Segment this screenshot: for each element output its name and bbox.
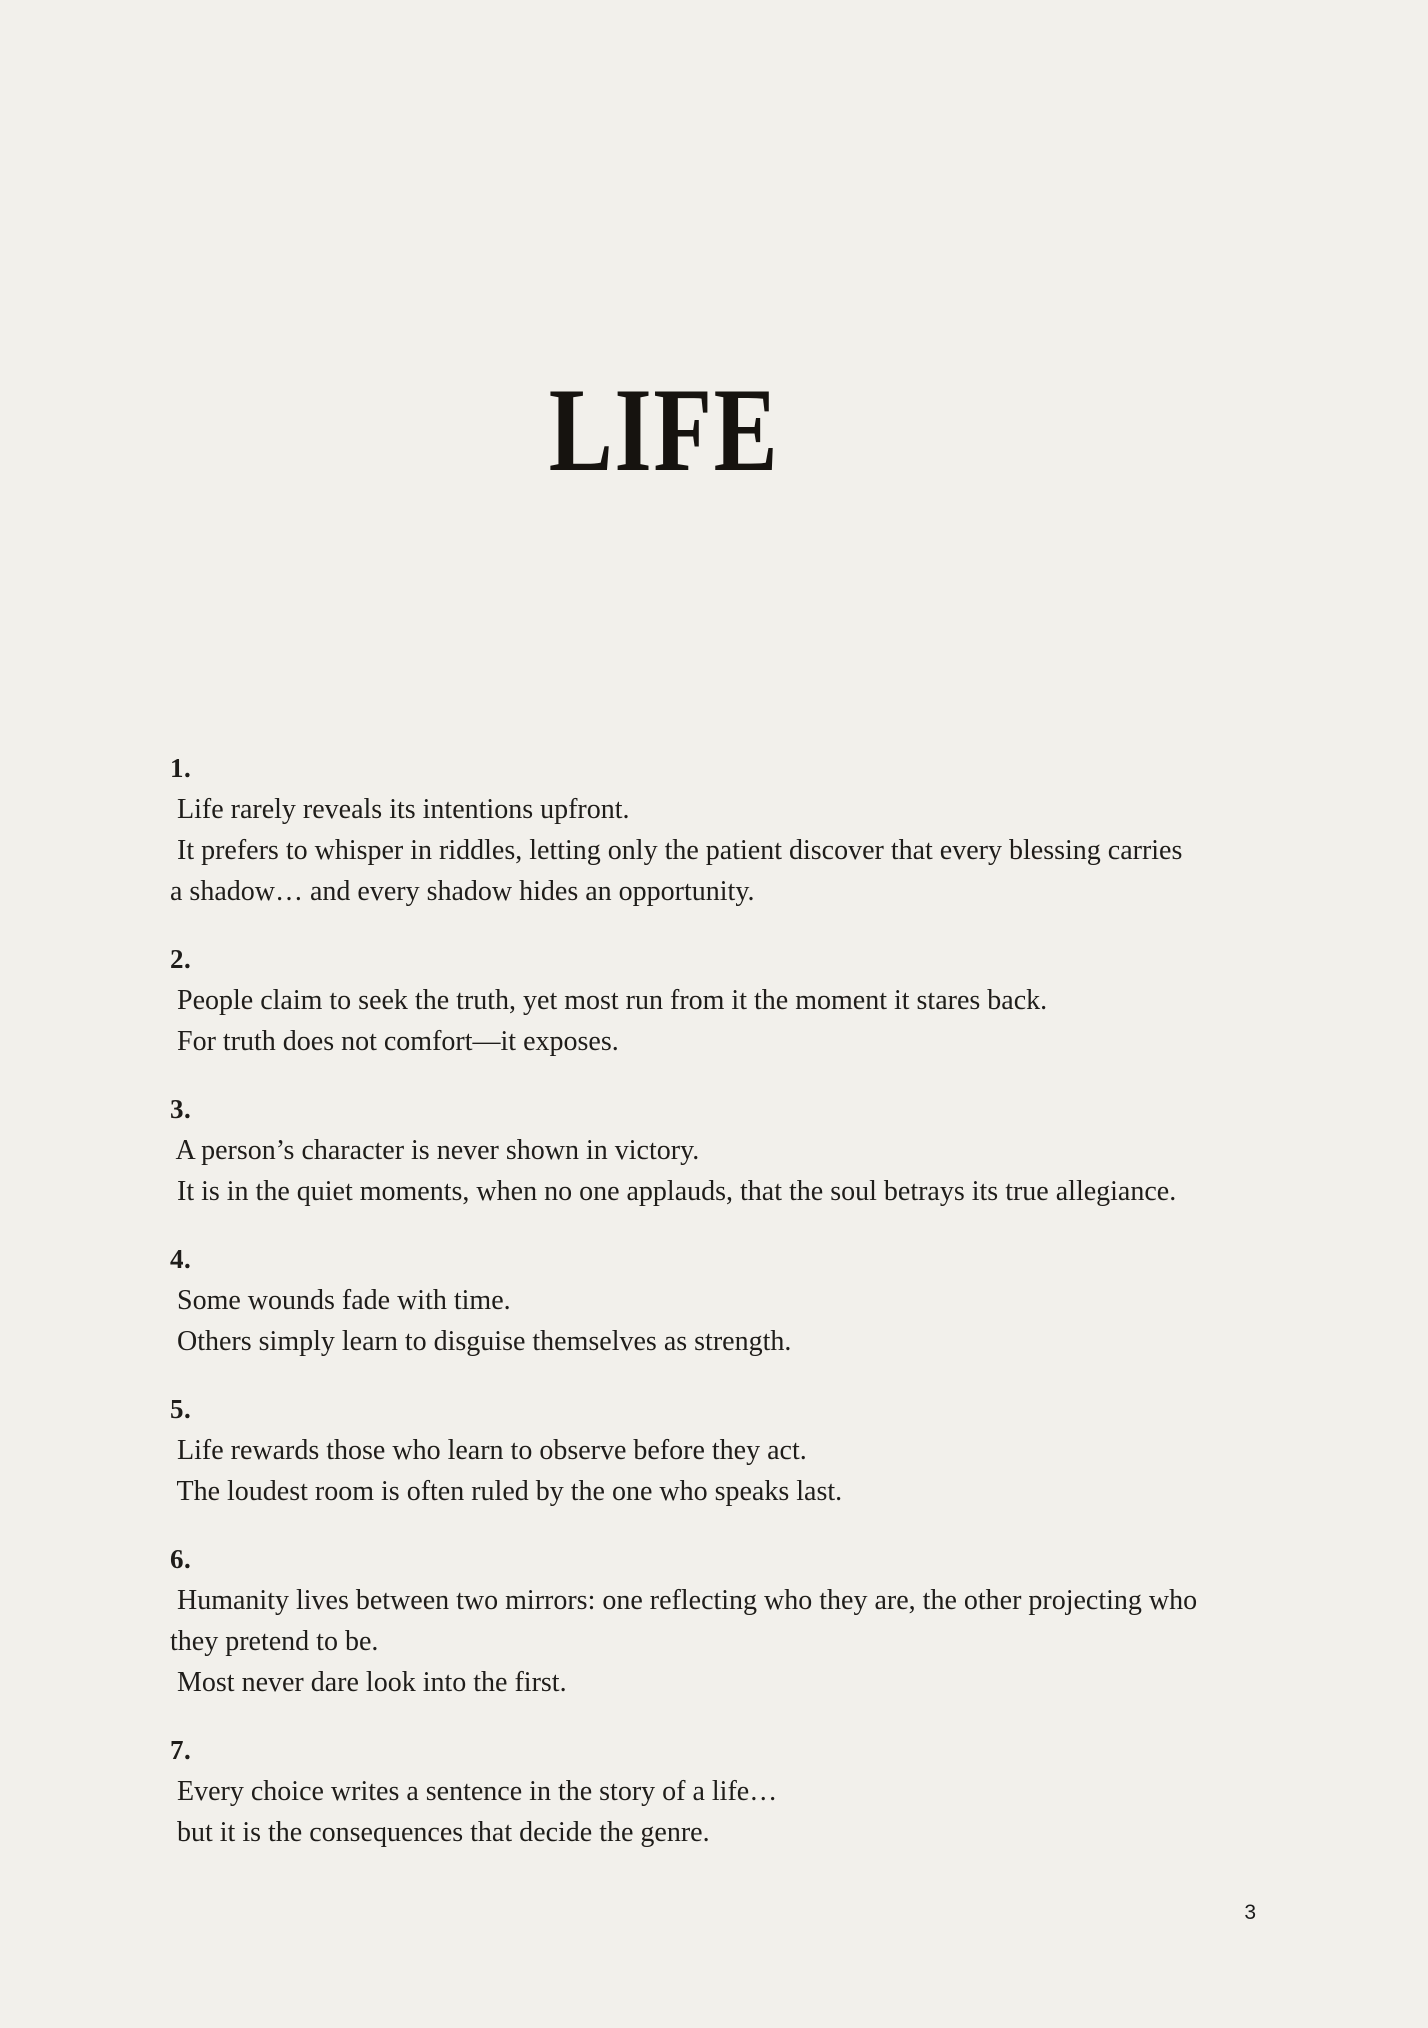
quote-item — [170, 1389, 1318, 1512]
quote-line: they pretend to be. — [170, 1626, 379, 1657]
quote-line: It prefers to whisper in riddles, letting only the patient discover that every blessing carries — [170, 835, 1183, 866]
quote-line: For truth does not comfort—it exposes. — [170, 1026, 619, 1057]
quote-number: 4. — [170, 1244, 192, 1274]
quote-item — [170, 748, 1318, 912]
quote-item — [170, 1239, 1318, 1362]
quote-line: Most never dare look into the first. — [170, 1667, 567, 1698]
quote-line: but it is the consequences that decide the genre. — [170, 1817, 710, 1848]
quote-item — [170, 1730, 1318, 1853]
quote-line: Humanity lives between two mirrors: one reflecting who they are, the other projecting who — [170, 1585, 1198, 1616]
quote-line: Others simply learn to disguise themselves as strength. — [170, 1326, 792, 1357]
quote-line: Life rarely reveals its intentions upfront. — [170, 794, 630, 825]
page-title: LIFE — [548, 363, 780, 496]
quotes-list — [170, 748, 1318, 1880]
quote-line: a shadow… and every shadow hides an opportunity. — [170, 876, 755, 907]
quote-line: It is in the quiet moments, when no one applauds, that the soul betrays its true allegiance. — [170, 1176, 1177, 1207]
quote-number: 5. — [170, 1394, 192, 1424]
page-number: 3 — [1244, 1901, 1256, 1924]
quote-line: Life rewards those who learn to observe before they act. — [170, 1435, 807, 1466]
quote-item — [170, 1539, 1318, 1703]
quote-line: A person’s character is never shown in victory. — [170, 1135, 700, 1166]
quote-line: Some wounds fade with time. — [170, 1285, 511, 1316]
quote-number: 7. — [170, 1735, 192, 1765]
quote-item — [170, 1089, 1318, 1212]
quote-number: 1. — [170, 753, 192, 783]
quote-line: Every choice writes a sentence in the story of a life… — [170, 1776, 778, 1807]
quote-line: The loudest room is often ruled by the one who speaks last. — [170, 1476, 843, 1507]
quote-item — [170, 939, 1318, 1062]
quote-number: 6. — [170, 1544, 192, 1574]
quote-number: 3. — [170, 1094, 192, 1124]
quote-line: People claim to seek the truth, yet most run from it the moment it stares back. — [170, 985, 1048, 1016]
quote-number: 2. — [170, 944, 192, 974]
